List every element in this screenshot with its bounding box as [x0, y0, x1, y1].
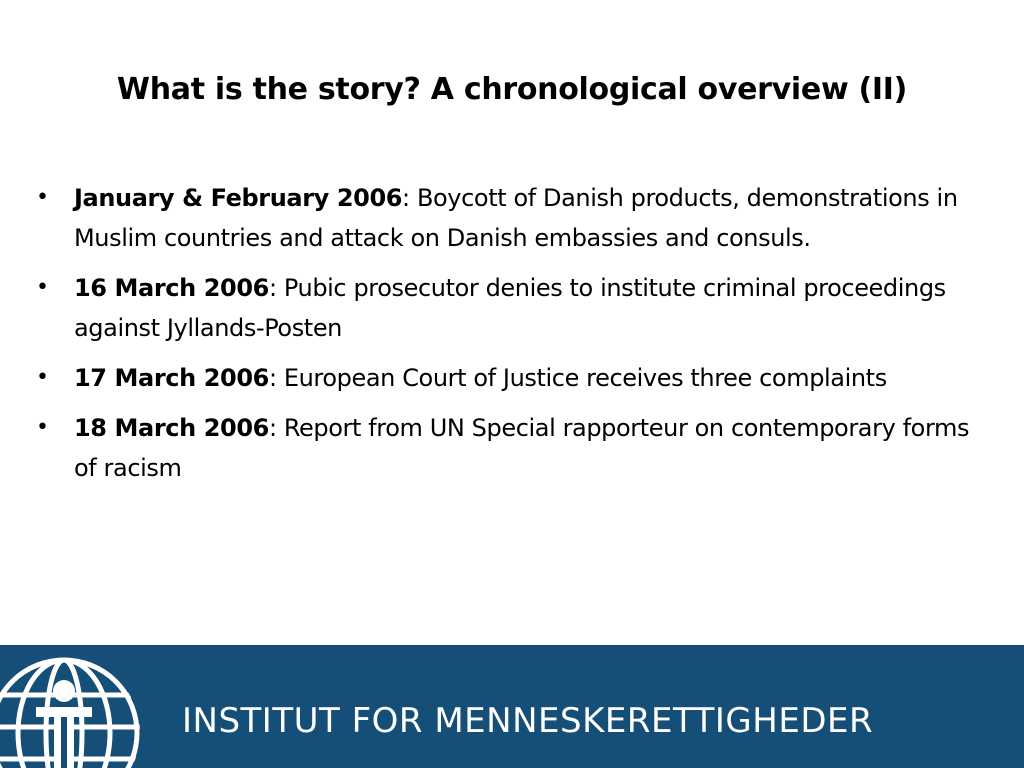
- bullet-date: 17 March 2006: [74, 364, 269, 392]
- bullet-dot: •: [36, 275, 49, 300]
- globe-human-figure-icon: [0, 655, 160, 768]
- slide-title: What is the story? A chronological overview (II): [116, 72, 908, 107]
- bullet-date: 16 March 2006: [74, 274, 269, 302]
- bullet-text: : Boycott of Danish products, demonstrations in Muslim countries and attack on Danish embassies and consuls.: [74, 184, 958, 252]
- bullet-text: : Pubic prosecutor denies to institute criminal proceedings against Jyllands-Posten: [74, 274, 946, 342]
- organization-name: INSTITUT FOR MENNESKERETTIGHEDER: [182, 701, 874, 741]
- bullet-item-2: [34, 268, 974, 348]
- bullet-dot: •: [36, 415, 49, 440]
- bullet-dot: •: [36, 365, 49, 390]
- bullet-item-1: [34, 178, 974, 258]
- bullet-date: January & February 2006: [74, 184, 403, 212]
- bullet-list: [34, 178, 974, 498]
- bullet-text: : European Court of Justice receives three complaints: [268, 364, 887, 392]
- bullet-dot: •: [36, 185, 49, 210]
- footer-banner: [0, 645, 1024, 768]
- bullet-item-3: [34, 358, 974, 398]
- bullet-item-4: [34, 408, 974, 488]
- bullet-text: : Report from UN Special rapporteur on contemporary forms of racism: [74, 414, 970, 482]
- bullet-date: 18 March 2006: [74, 414, 269, 442]
